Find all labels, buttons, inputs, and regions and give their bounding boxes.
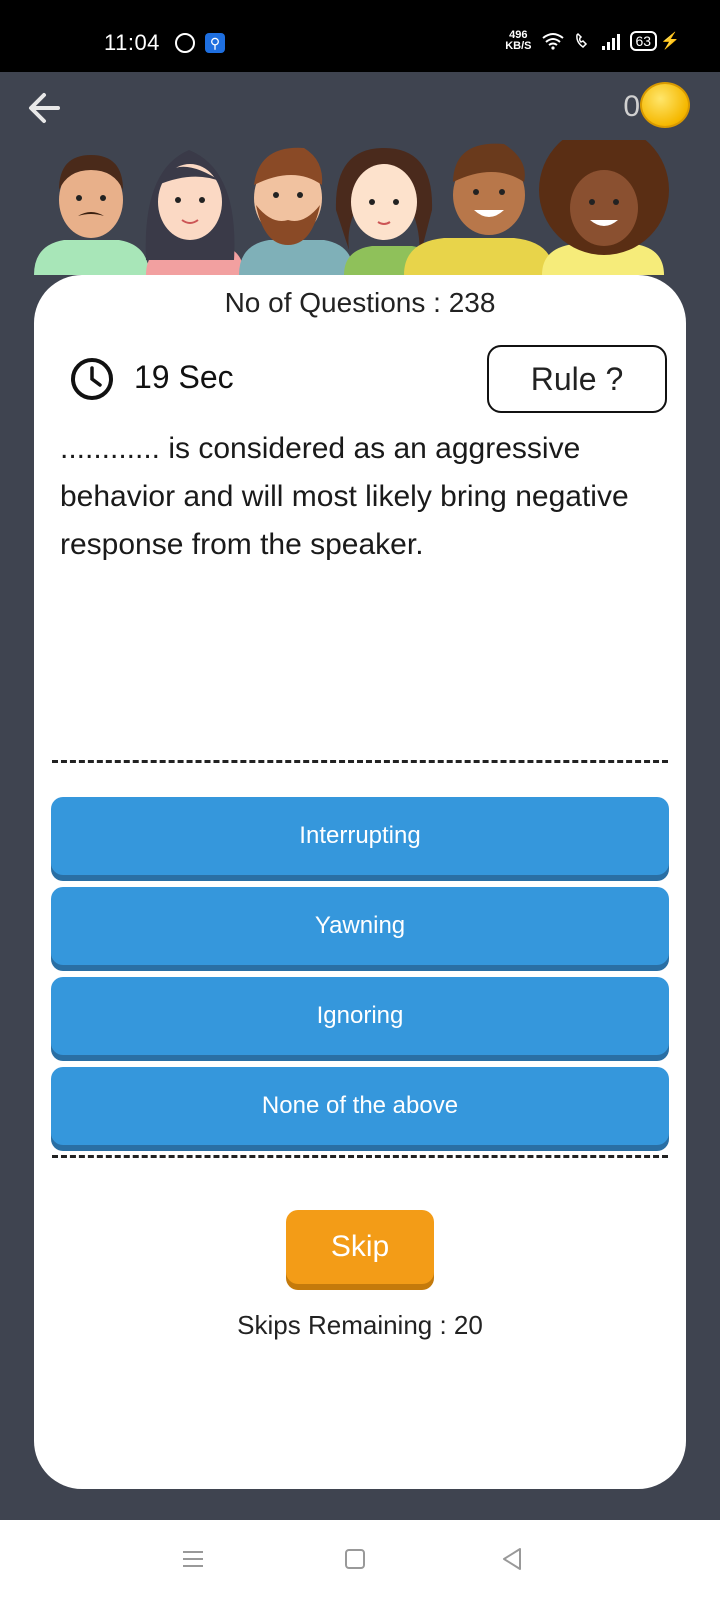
usb-icon: ⚲	[205, 33, 225, 53]
charging-icon: ⚡	[660, 33, 680, 50]
option-button-4[interactable]: None of the above	[51, 1067, 669, 1145]
wifi-icon	[542, 32, 564, 50]
navigation-bar	[0, 1520, 720, 1600]
wifi-call-icon	[574, 32, 592, 50]
menu-icon[interactable]	[178, 1544, 208, 1574]
net-speed: 496 KB/S	[505, 29, 532, 52]
timer-text: 19 Sec	[134, 359, 234, 395]
divider-bottom	[52, 1155, 668, 1158]
skip-button[interactable]: Skip	[286, 1210, 434, 1284]
whatsapp-icon	[175, 33, 195, 53]
app-header	[0, 72, 720, 142]
rule-button[interactable]: Rule ?	[487, 345, 667, 413]
clock-icon	[70, 357, 114, 401]
status-time: 11:04	[104, 30, 160, 55]
battery-icon: 63 ⚡	[630, 31, 681, 51]
signal-icon	[602, 32, 620, 50]
back-triangle-icon[interactable]	[498, 1544, 528, 1574]
home-icon[interactable]	[340, 1544, 370, 1574]
avatars-banner	[34, 140, 684, 275]
option-button-3[interactable]: Ignoring	[51, 977, 669, 1055]
option-button-1[interactable]: Interrupting	[51, 797, 669, 875]
questions-count: No of Questions : 238	[224, 287, 496, 318]
options-list	[51, 797, 669, 1157]
divider-top	[52, 760, 668, 763]
quiz-card	[34, 275, 686, 1489]
coin-count: 0	[623, 90, 640, 123]
status-bar	[0, 0, 720, 72]
back-arrow-icon[interactable]	[24, 88, 64, 128]
avatar-man-mustache	[34, 155, 149, 275]
option-button-2[interactable]: Yawning	[51, 887, 669, 965]
question-text: ............ is considered as an aggressive behavior and will most likely bring negative response from the speaker.	[60, 432, 629, 561]
avatar-woman-dark-hair	[146, 150, 244, 275]
gold-coin-icon	[640, 82, 690, 128]
skips-remaining: Skips Remaining : 20	[237, 1310, 483, 1340]
avatar-woman-curly	[539, 140, 669, 275]
